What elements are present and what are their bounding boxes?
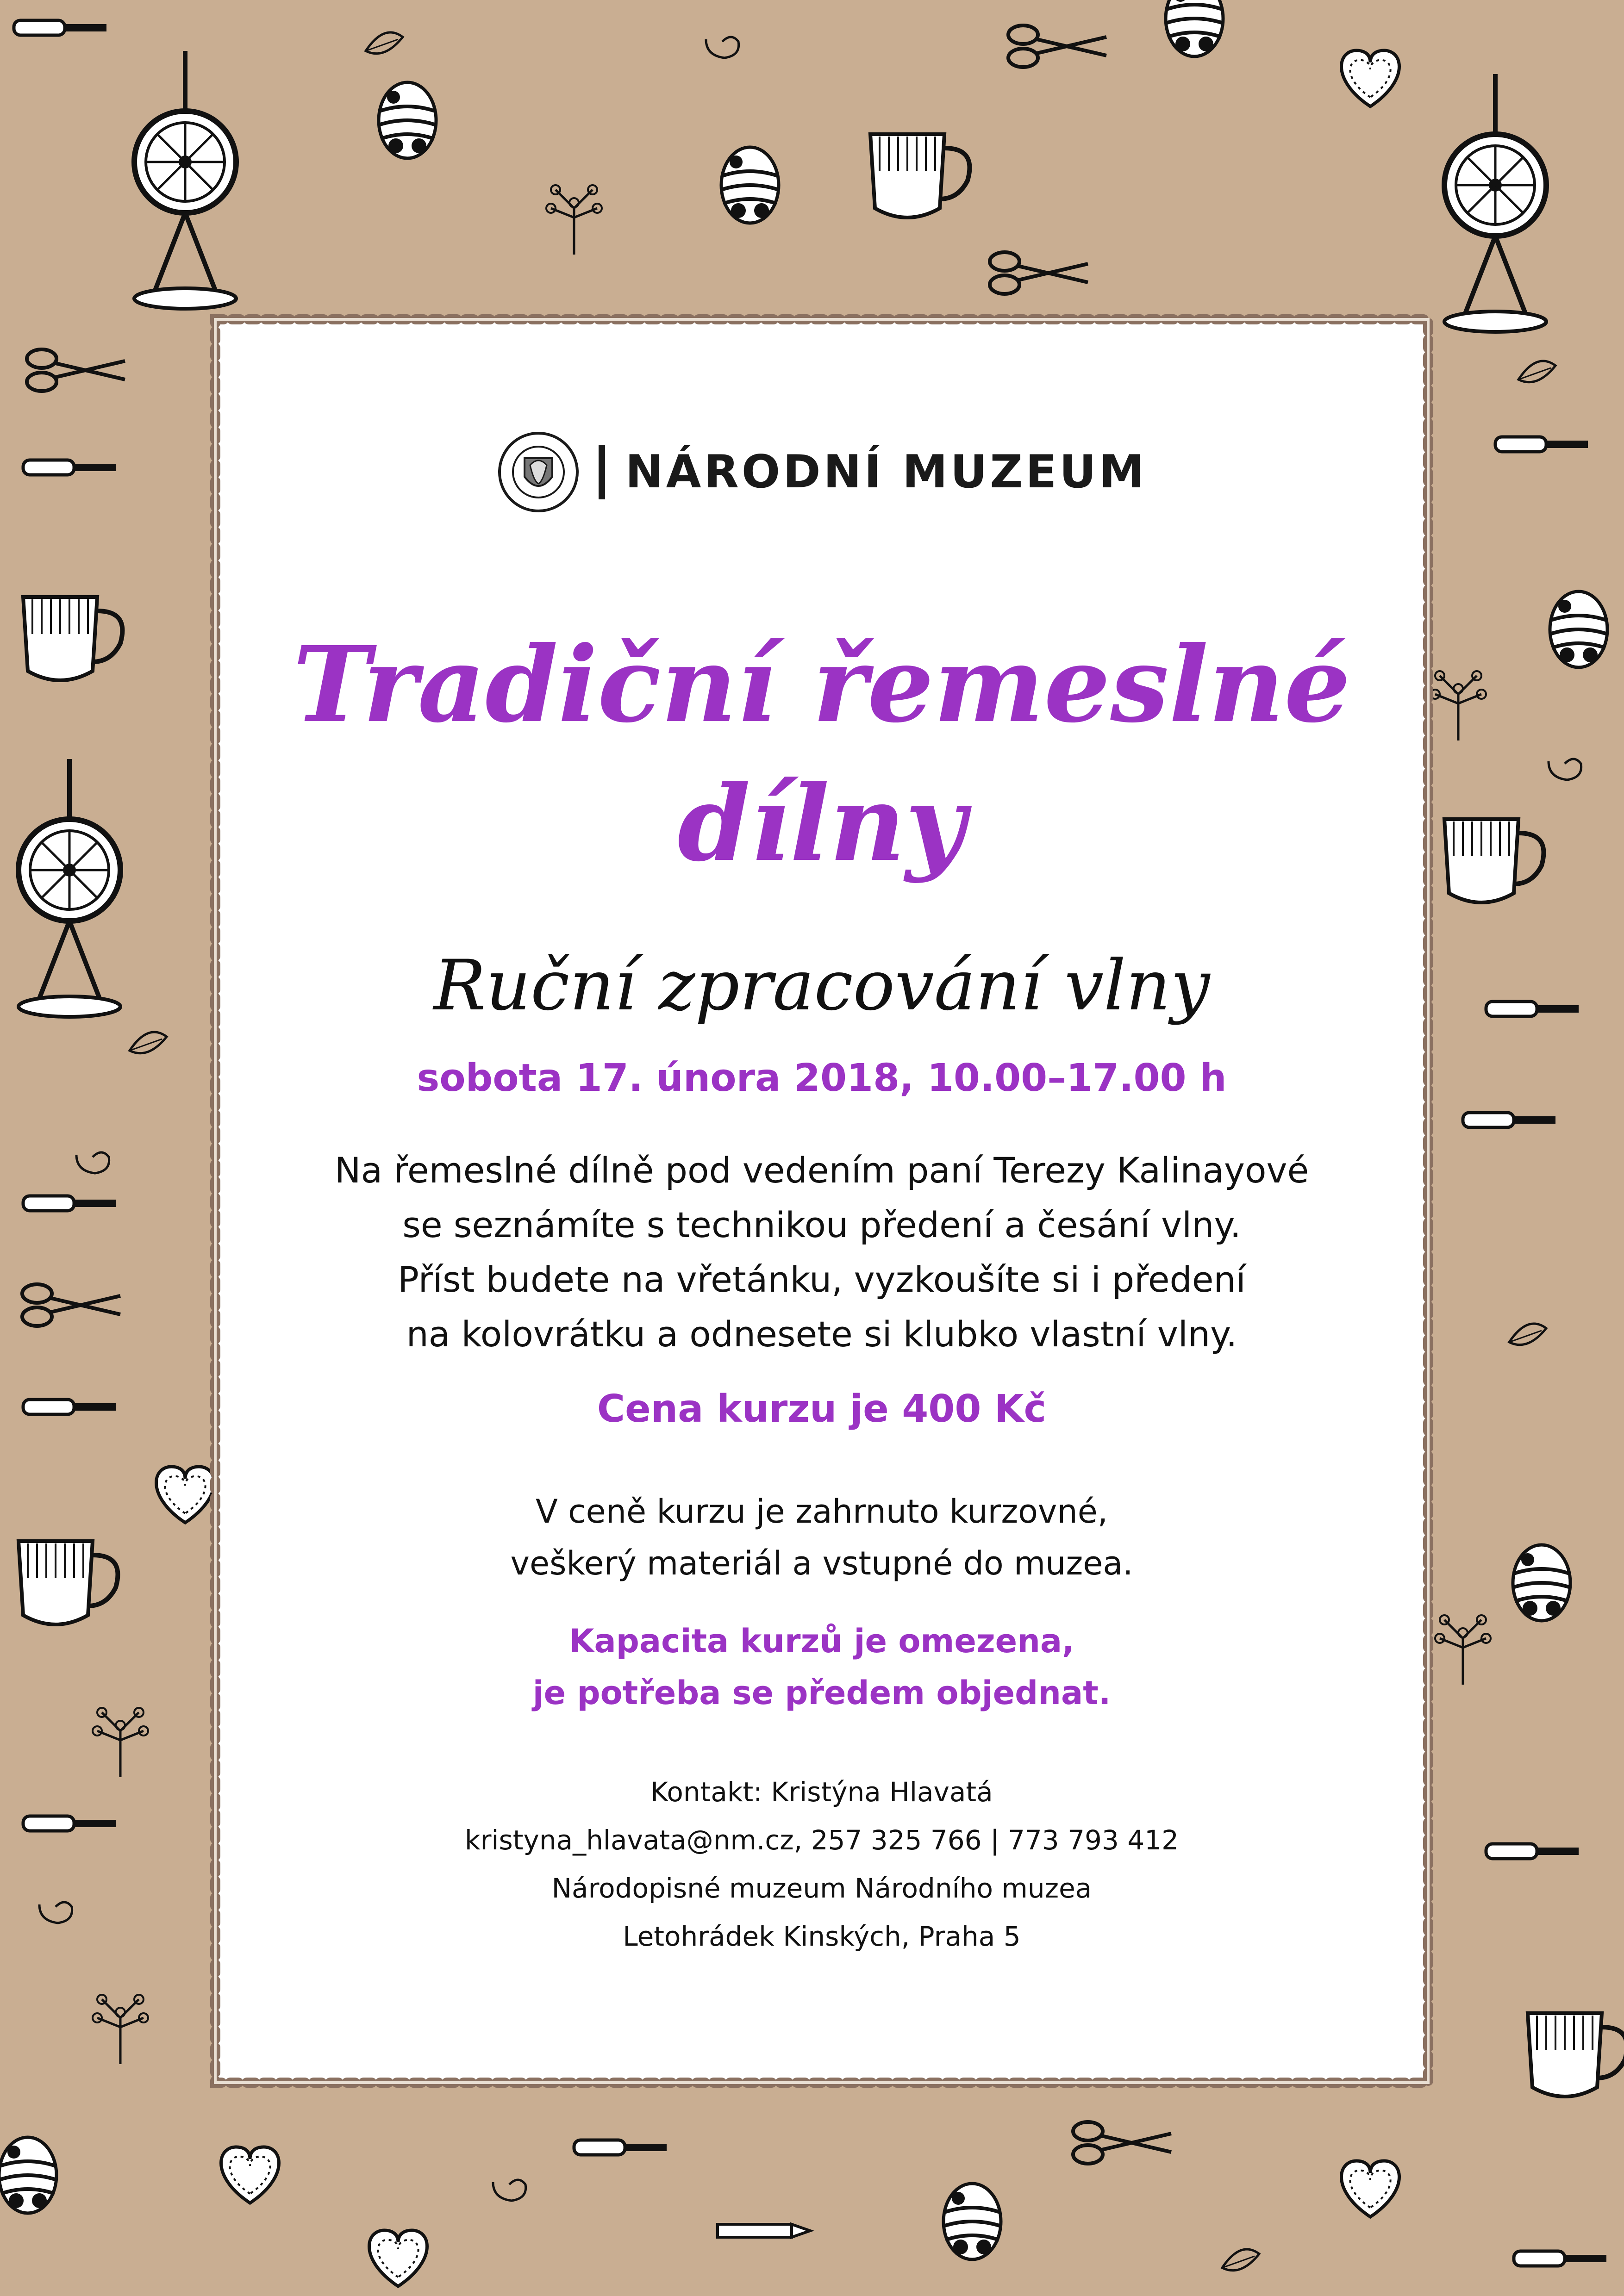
spinning-wheel-icon [134,51,236,309]
capacity-notice [215,1615,1428,1719]
heart-icon [369,2230,427,2286]
scissors-icon [1073,2122,1171,2164]
swirl-icon [76,1152,109,1173]
contact-info [215,1768,1428,1960]
museum-seal-icon [497,419,580,525]
event-description [215,1143,1428,1362]
leaf-icon [130,1032,167,1053]
contact-person: Kontakt: Kristýna Hlavatá [650,1776,993,1808]
heart-icon [1342,2161,1399,2217]
capacity-line: je potřeba se předem objednat. [532,1674,1111,1712]
leaf-icon [1518,361,1555,382]
scissors-icon [22,1284,120,1326]
chisel-icon [1495,437,1588,452]
scissors-icon [27,349,125,391]
swirl-icon [706,37,739,58]
scissors-icon [990,252,1088,294]
poster-title-line: Tradiční řemeslné [293,624,1351,746]
chisel-icon [1486,1844,1579,1859]
event-date: sobota 17. února 2018, 10.00–17.00 h [417,1056,1227,1100]
museum-logo [215,417,1428,528]
spinning-wheel-icon [1444,74,1546,332]
pencil-icon [718,2224,810,2237]
jug-icon [19,1541,118,1624]
berry-sprig-icon [546,185,602,255]
jug-icon [1444,819,1543,902]
heart-icon [221,2147,279,2203]
easter-egg-icon [1550,591,1607,667]
heart-icon [1342,50,1399,106]
chisel-icon [23,460,116,475]
contact-email-phone: kristyna_hlavata@nm.cz, 257 325 766 | 773 793 412 [465,1824,1179,1856]
chisel-icon [23,1816,116,1831]
leaf-icon [366,32,403,54]
jug-icon [23,597,122,680]
chisel-icon [23,1400,116,1414]
event-subtitle: Ruční zpracování vlny [433,946,1210,1026]
includes-line: veškerý materiál a vstupné do muzea. [510,1544,1133,1582]
organization-name: NÁRODNÍ MUZEUM [625,446,1147,498]
description-line: Na řemeslné dílně pod vedením paní Terezy Kalinayové [334,1150,1309,1191]
berry-sprig-icon [93,1995,148,2064]
chisel-icon [23,1196,116,1211]
poster-title [215,616,1428,893]
description-line: Příst budete na vřetánku, vyzkoušíte si i předení [398,1259,1246,1300]
easter-egg-icon [379,82,436,158]
easter-egg-icon [0,2137,56,2213]
scissors-icon [1008,25,1106,67]
berry-sprig-icon [93,1708,148,1777]
course-price: Cena kurzu je 400 Kč [597,1387,1047,1431]
swirl-icon [39,1902,72,1923]
easter-egg-icon [943,2184,1001,2259]
poster-title-line: dílny [677,763,966,885]
easter-egg-icon [721,147,779,223]
leaf-icon [1509,1324,1546,1345]
swirl-icon [493,2180,526,2201]
contact-institution: Národopisné muzeum Národního muzea [551,1873,1092,1904]
jug-icon [870,134,969,218]
leaf-icon [1222,2249,1259,2271]
description-line: na kolovrátku a odnesete si klubko vlastní vlny. [406,1313,1237,1355]
chisel-icon [1514,2251,1606,2266]
swirl-icon [1549,759,1581,780]
chisel-icon [574,2140,667,2155]
easter-egg-icon [1166,0,1223,56]
logo-divider [599,445,605,499]
poster-content [215,319,1428,2083]
jug-icon [1528,2013,1624,2097]
price-includes [215,1486,1428,1589]
easter-egg-icon [1513,1545,1570,1621]
contact-address: Letohrádek Kinských, Praha 5 [623,1921,1021,1952]
capacity-line: Kapacita kurzů je omezena, [569,1622,1074,1660]
chisel-icon [1463,1113,1555,1127]
spinning-wheel-icon [19,759,120,1017]
description-line: se seznámíte s technikou předení a česání vlny. [402,1204,1241,1245]
includes-line: V ceně kurzu je zahrnuto kurzovné, [535,1493,1108,1531]
chisel-icon [14,20,106,35]
chisel-icon [1486,1002,1579,1016]
